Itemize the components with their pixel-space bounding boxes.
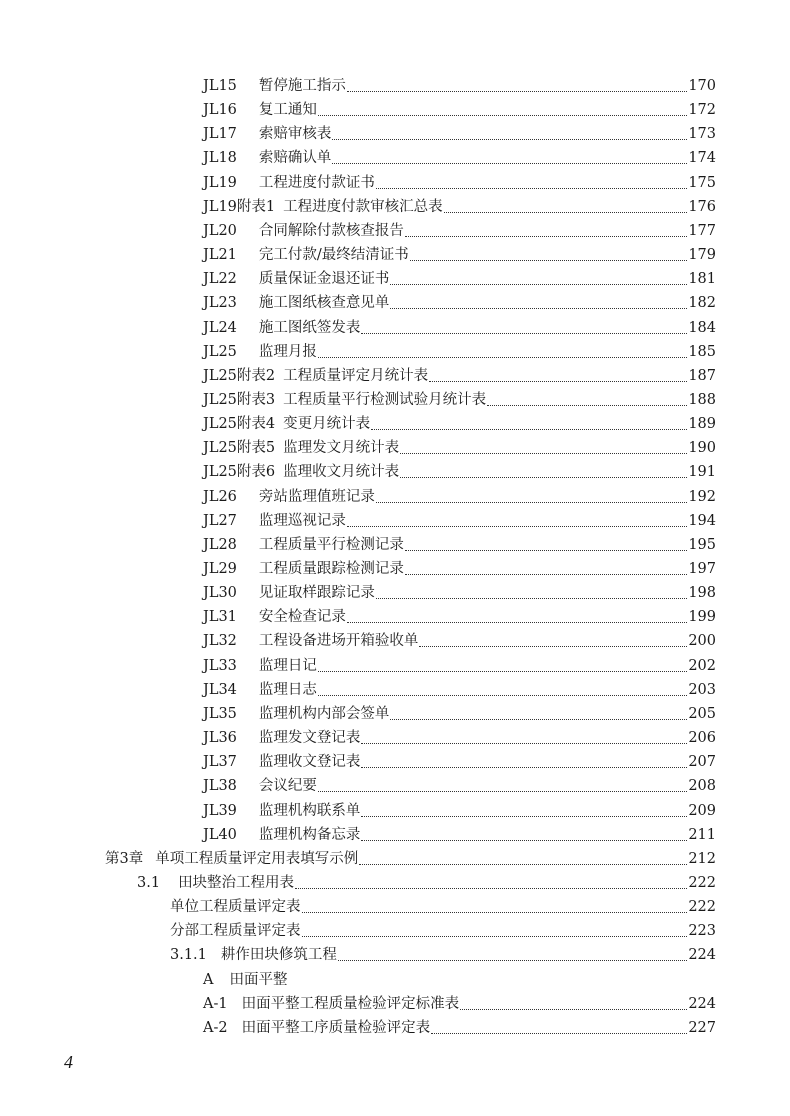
- toc-entry-code: JL25附表5: [203, 440, 276, 456]
- toc-entry-code: A-2: [203, 1020, 228, 1036]
- toc-entry-page: 202: [688, 658, 716, 674]
- toc-entry-code: JL21: [203, 247, 237, 263]
- toc-entry-label: [203, 774, 317, 798]
- dot-leader: [361, 840, 687, 841]
- toc-entry-page: 203: [688, 682, 716, 698]
- dot-leader: [405, 550, 687, 551]
- dot-leader: [318, 695, 687, 696]
- toc-entry-code: JL25附表3: [203, 392, 276, 408]
- toc-entry-title: 单位工程质量评定表: [170, 899, 301, 915]
- dot-leader: [400, 453, 687, 454]
- toc-entry-title: 安全检查记录: [258, 609, 346, 625]
- toc-entry-page: 188: [688, 392, 716, 408]
- dot-leader: [347, 91, 687, 92]
- toc-entry-page: 222: [688, 875, 716, 891]
- dot-leader: [376, 598, 687, 599]
- toc-entry-page: 173: [688, 126, 716, 142]
- toc-entry-code: JL20: [203, 223, 237, 239]
- dot-leader: [460, 1009, 687, 1010]
- toc-entry[interactable]: [203, 509, 716, 533]
- toc-entry-page: 187: [688, 368, 716, 384]
- toc-entry-code: JL25附表6: [203, 464, 276, 480]
- dot-leader: [338, 960, 687, 961]
- toc-entry-code: JL19附表1: [203, 199, 276, 215]
- toc-entry-code: JL39: [203, 803, 237, 819]
- toc-entry-title: 监理月报: [258, 344, 317, 360]
- toc-entry[interactable]: [203, 98, 716, 122]
- toc-entry[interactable]: [203, 340, 716, 364]
- toc-entry-code: JL40: [203, 827, 237, 843]
- toc-entry-code: JL35: [203, 706, 237, 722]
- toc-entry-label: [170, 943, 337, 967]
- toc-entry-page: 172: [688, 102, 716, 118]
- toc-entry[interactable]: [170, 895, 716, 919]
- toc-entry-page: 198: [688, 585, 716, 601]
- toc-entry-label: [203, 702, 389, 726]
- toc-entry-title: 工程质量跟踪检测记录: [258, 561, 404, 577]
- toc-entry-code: JL33: [203, 658, 237, 674]
- toc-entry-title: 变更月统计表: [283, 416, 371, 432]
- toc-entry-title: 见证取样跟踪记录: [258, 585, 375, 601]
- toc-entry[interactable]: [105, 847, 716, 871]
- toc-entry-label: [203, 629, 418, 653]
- toc-entry-page: 192: [688, 489, 716, 505]
- toc-entry-title: 监理机构联系单: [258, 803, 361, 819]
- toc-entry-title: 监理机构内部会签单: [258, 706, 390, 722]
- toc-entry-title: 监理收文月统计表: [283, 464, 400, 480]
- toc-entry-label: [170, 895, 301, 919]
- toc-entry-code: JL36: [203, 730, 237, 746]
- toc-entry-label: [203, 992, 459, 1016]
- toc-entry-page: 174: [688, 150, 716, 166]
- toc-entry-code: JL25附表4: [203, 416, 276, 432]
- toc-entry-title: 监理发文月统计表: [283, 440, 400, 456]
- toc-entry-code: JL25附表2: [203, 368, 276, 384]
- toc-entry-title: 合同解除付款核查报告: [258, 223, 404, 239]
- toc-entry-page: 175: [688, 175, 716, 191]
- toc-entry-page: 212: [688, 851, 716, 867]
- toc-entry-label: [203, 1016, 430, 1040]
- toc-entry[interactable]: [203, 460, 716, 484]
- toc-entry[interactable]: [203, 992, 716, 1016]
- toc-entry-label: [203, 340, 317, 364]
- toc-entry-title: 工程进度付款审核汇总表: [283, 199, 443, 215]
- toc-entry-code: JL19: [203, 175, 237, 191]
- dot-leader: [347, 622, 687, 623]
- page-number: 4: [64, 1052, 73, 1072]
- dot-leader: [390, 308, 687, 309]
- toc-entry-title: 监理日志: [258, 682, 317, 698]
- toc-entry-code: JL34: [203, 682, 237, 698]
- toc-entry-title: 旁站监理值班记录: [258, 489, 375, 505]
- toc-entry-title: 复工通知: [258, 102, 317, 118]
- toc-entry-label: [203, 605, 346, 629]
- dot-leader: [295, 888, 687, 889]
- toc-entry[interactable]: [203, 605, 716, 629]
- toc-entry-page: 205: [688, 706, 716, 722]
- toc-entry-page: 191: [688, 464, 716, 480]
- toc-entry-page: 177: [688, 223, 716, 239]
- toc-entry-page: 223: [688, 923, 716, 939]
- dot-leader: [318, 671, 687, 672]
- toc-entry-label: [203, 364, 428, 388]
- toc-entry-page: 222: [688, 899, 716, 915]
- toc-entry[interactable]: [203, 557, 716, 581]
- toc-entry-code: A: [203, 972, 214, 988]
- toc-entry-title: 工程质量评定月统计表: [283, 368, 429, 384]
- toc-entry-title: 施工图纸核查意见单: [258, 295, 390, 311]
- toc-entry-label: [203, 291, 389, 315]
- dot-leader: [390, 284, 687, 285]
- toc-entry-title: 工程质量平行检测试验月统计表: [283, 392, 487, 408]
- toc-entry-label: [203, 243, 409, 267]
- toc-entry-code: JL24: [203, 320, 237, 336]
- toc-entry-page: 208: [688, 778, 716, 794]
- toc-entry-code: JL37: [203, 754, 237, 770]
- toc-entry-title: 监理收文登记表: [258, 754, 361, 770]
- toc-entry-code: A-1: [203, 996, 228, 1012]
- toc-entry[interactable]: [203, 412, 716, 436]
- toc-entry-label: [170, 919, 301, 943]
- dot-leader: [302, 936, 688, 937]
- toc-entry-code: JL28: [203, 537, 237, 553]
- toc-entry[interactable]: [203, 364, 716, 388]
- toc-entry-label: [203, 388, 486, 412]
- toc-entry-label: [203, 74, 346, 98]
- toc-entry[interactable]: [203, 533, 716, 557]
- toc-entry[interactable]: [203, 485, 716, 509]
- toc-entry[interactable]: [137, 871, 716, 895]
- toc-entry[interactable]: [170, 943, 716, 967]
- toc-entry[interactable]: [203, 1016, 716, 1040]
- toc-entry[interactable]: [203, 122, 716, 146]
- dot-leader: [332, 139, 687, 140]
- toc-entry-code: JL38: [203, 778, 237, 794]
- toc-entry-label: [203, 509, 346, 533]
- dot-leader: [318, 791, 687, 792]
- toc-entry-title: 索赔确认单: [258, 150, 332, 166]
- toc-entry-page: 209: [688, 803, 716, 819]
- toc-entry-label: [137, 871, 294, 895]
- toc-entry-page: 179: [688, 247, 716, 263]
- toc-entry-code: JL16: [203, 102, 237, 118]
- toc-entry-label: [203, 485, 375, 509]
- toc-entry-page: 181: [688, 271, 716, 287]
- dot-leader: [371, 429, 687, 430]
- toc-entry-page: 224: [688, 996, 716, 1012]
- toc-entry-label: [105, 847, 358, 871]
- toc-entry-label: [203, 678, 317, 702]
- toc-entry[interactable]: [203, 799, 716, 823]
- toc-entry-page: 185: [688, 344, 716, 360]
- dot-leader: [429, 381, 687, 382]
- toc-entry-label: [203, 219, 404, 243]
- toc-entry-page: 200: [688, 633, 716, 649]
- toc-entry[interactable]: [203, 219, 716, 243]
- dot-leader: [318, 357, 687, 358]
- toc-entry-page: 184: [688, 320, 716, 336]
- toc-entry-title: 监理日记: [258, 658, 317, 674]
- toc-entry-title: 田面平整: [229, 972, 288, 988]
- toc-entry[interactable]: [203, 823, 716, 847]
- dot-leader: [405, 574, 687, 575]
- toc-entry-code: JL32: [203, 633, 237, 649]
- toc-entry-label: [203, 98, 317, 122]
- dot-leader: [376, 502, 687, 503]
- toc-entry[interactable]: [203, 146, 716, 170]
- toc-entry-page: 190: [688, 440, 716, 456]
- toc-entry[interactable]: [203, 678, 716, 702]
- toc-entry-code: JL27: [203, 513, 237, 529]
- toc-entry-title: 单项工程质量评定用表填写示例: [155, 851, 359, 867]
- dot-leader: [361, 767, 687, 768]
- toc-entry-code: 3.1.1: [170, 947, 207, 963]
- toc-entry-page: 207: [688, 754, 716, 770]
- toc-entry-label: [203, 750, 360, 774]
- toc-entry[interactable]: [203, 726, 716, 750]
- toc-entry-page: 170: [688, 78, 716, 94]
- toc-entry-page: 206: [688, 730, 716, 746]
- toc-entry-label: [203, 316, 360, 340]
- toc-entry-label: [203, 968, 287, 992]
- toc-entry[interactable]: [203, 171, 716, 195]
- toc-entry[interactable]: [170, 919, 716, 943]
- dot-leader: [405, 236, 687, 237]
- toc-entry[interactable]: [203, 968, 716, 992]
- toc-entry-code: JL17: [203, 126, 237, 142]
- toc-entry[interactable]: [203, 291, 716, 315]
- toc-entry[interactable]: [203, 388, 716, 412]
- toc-entry[interactable]: [203, 74, 716, 98]
- toc-entry-label: [203, 557, 404, 581]
- toc-entry-title: 工程质量平行检测记录: [258, 537, 404, 553]
- toc-entry[interactable]: [203, 774, 716, 798]
- toc-entry[interactable]: [203, 243, 716, 267]
- toc-entry-title: 暂停施工指示: [258, 78, 346, 94]
- toc-entry[interactable]: [203, 629, 716, 653]
- toc-entry-label: [203, 195, 443, 219]
- toc-entry-page: 176: [688, 199, 716, 215]
- toc-entry-title: 施工图纸签发表: [258, 320, 361, 336]
- toc-entry-code: 3.1: [137, 875, 161, 891]
- dot-leader: [332, 163, 687, 164]
- toc-entry-code: JL18: [203, 150, 237, 166]
- toc-entry-title: 完工付款/最终结清证书: [258, 247, 409, 263]
- toc-entry-title: 分部工程质量评定表: [170, 923, 301, 939]
- toc-entry-code: JL15: [203, 78, 237, 94]
- toc-entry-label: [203, 460, 399, 484]
- toc-entry-title: 监理发文登记表: [258, 730, 361, 746]
- dot-leader: [444, 212, 688, 213]
- toc-entry-label: [203, 412, 370, 436]
- toc-entry-label: [203, 171, 375, 195]
- toc-entry-code: JL25: [203, 344, 237, 360]
- toc-entry[interactable]: [203, 267, 716, 291]
- toc-entry-title: 质量保证金退还证书: [258, 271, 390, 287]
- dot-leader: [419, 646, 687, 647]
- toc-entry-page: 182: [688, 295, 716, 311]
- toc-entry[interactable]: [203, 436, 716, 460]
- toc-entry-label: [203, 146, 331, 170]
- toc-entry-code: 第3章: [105, 851, 144, 867]
- toc-entry-code: JL30: [203, 585, 237, 601]
- dot-leader: [361, 333, 687, 334]
- toc-entry-title: 会议纪要: [258, 778, 317, 794]
- toc-entry-label: [203, 122, 331, 146]
- toc-entry-title: 田面平整工程质量检验评定标准表: [241, 996, 460, 1012]
- toc-entry-label: [203, 823, 360, 847]
- toc-entry-label: [203, 436, 399, 460]
- toc-entry[interactable]: [203, 316, 716, 340]
- toc-entry-page: 194: [688, 513, 716, 529]
- toc-entry-code: JL22: [203, 271, 237, 287]
- dot-leader: [376, 188, 687, 189]
- toc-entry[interactable]: [203, 654, 716, 678]
- toc-entry-page: 211: [688, 827, 716, 843]
- toc-entry-title: 工程进度付款证书: [258, 175, 375, 191]
- toc-entry-label: [203, 726, 360, 750]
- toc-entry-title: 工程设备进场开箱验收单: [258, 633, 419, 649]
- dot-leader: [347, 526, 687, 527]
- toc-entry[interactable]: [203, 750, 716, 774]
- toc-entry-code: JL29: [203, 561, 237, 577]
- toc-entry-code: JL26: [203, 489, 237, 505]
- dot-leader: [361, 743, 687, 744]
- toc-entry-label: [203, 533, 404, 557]
- toc-entry-label: [203, 654, 317, 678]
- toc-entry-title: 田块整治工程用表: [178, 875, 295, 891]
- toc-entry-title: 监理机构备忘录: [258, 827, 361, 843]
- toc-entry-page: 195: [688, 537, 716, 553]
- dot-leader: [302, 912, 688, 913]
- dot-leader: [390, 719, 687, 720]
- toc-entry[interactable]: [203, 195, 716, 219]
- toc-entry-code: JL23: [203, 295, 237, 311]
- toc-entry-code: JL31: [203, 609, 237, 625]
- dot-leader: [318, 115, 687, 116]
- toc-entry-title: 索赔审核表: [258, 126, 332, 142]
- toc-entry-title: 耕作田块修筑工程: [220, 947, 337, 963]
- toc-entry[interactable]: [203, 702, 716, 726]
- dot-leader: [410, 260, 688, 261]
- toc-entry-page: 199: [688, 609, 716, 625]
- toc-entry-label: [203, 799, 360, 823]
- dot-leader: [400, 477, 687, 478]
- toc-entry-label: [203, 267, 389, 291]
- toc-entry-page: 227: [688, 1020, 716, 1036]
- toc-entry-title: 田面平整工序质量检验评定表: [241, 1020, 431, 1036]
- dot-leader: [487, 405, 687, 406]
- dot-leader: [361, 816, 687, 817]
- toc-entry-title: 监理巡视记录: [258, 513, 346, 529]
- dot-leader: [431, 1033, 687, 1034]
- toc-entry[interactable]: [203, 581, 716, 605]
- toc-entry-page: 197: [688, 561, 716, 577]
- toc-entry-page: 224: [688, 947, 716, 963]
- toc-entry-page: 189: [688, 416, 716, 432]
- toc-entry-label: [203, 581, 375, 605]
- dot-leader: [359, 864, 687, 865]
